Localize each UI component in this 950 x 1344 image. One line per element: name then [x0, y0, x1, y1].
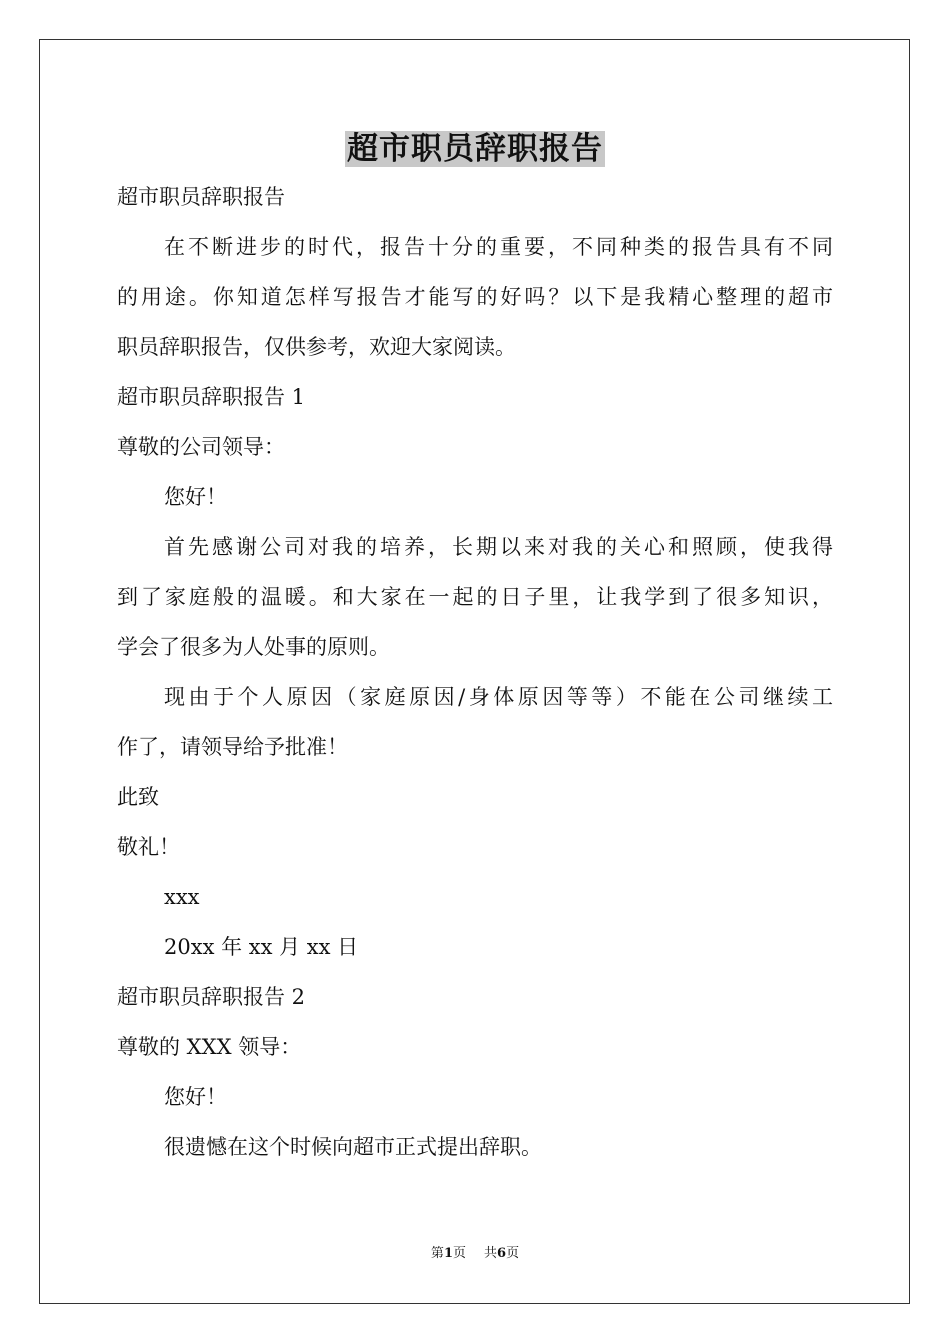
total-prefix: 共 [484, 1246, 498, 1261]
closing-1: 此致 [117, 785, 159, 809]
page-suffix: 页 [452, 1246, 466, 1261]
document-title [0, 127, 950, 171]
subtitle-line: 超市职员辞职报告 [117, 185, 285, 209]
letter-1-paragraph-1-line-2: 到了家庭般的温暖。和大家在一起的日子里，让我学到了很多知识， [117, 585, 833, 609]
page-current: 1 [443, 1246, 453, 1261]
page-total: 6 [497, 1246, 507, 1261]
document-body [117, 172, 833, 1172]
intro-paragraph-line-2: 的用途。你知道怎样写报告才能写的好吗？以下是我精心整理的超市 [117, 285, 833, 309]
letter-1-paragraph-1-line-3: 学会了很多为人处事的原则。 [117, 635, 390, 659]
letter-1-paragraph-2-line-2: 作了，请领导给予批准！ [117, 735, 348, 759]
section-heading-2: 超市职员辞职报告 2 [117, 985, 306, 1009]
document-title-text: 超市职员辞职报告 [347, 131, 603, 167]
greeting-1: 您好！ [164, 485, 227, 509]
letter-2-paragraph-1-line-1: 很遗憾在这个时候向超市正式提出辞职。 [164, 1135, 542, 1159]
intro-paragraph-line-3: 职员辞职报告，仅供参考，欢迎大家阅读。 [117, 335, 516, 359]
page-prefix: 第 [430, 1246, 444, 1261]
closing-2: 敬礼！ [117, 835, 180, 859]
total-suffix: 页 [506, 1246, 520, 1261]
section-heading-1: 超市职员辞职报告 1 [117, 385, 306, 409]
salutation-1: 尊敬的公司领导： [117, 435, 285, 459]
salutation-2: 尊敬的 XXX 领导： [117, 1035, 302, 1059]
page-footer [0, 1244, 950, 1264]
signature-date: 20xx 年 xx 月 xx 日 [164, 935, 359, 959]
greeting-2: 您好！ [164, 1085, 227, 1109]
signature-name: xxx [164, 885, 200, 909]
letter-1-paragraph-1-line-1: 首先感谢公司对我的培养，长期以来对我的关心和照顾，使我得 [164, 535, 833, 559]
letter-1-paragraph-2-line-1: 现由于个人原因（家庭原因/身体原因等等）不能在公司继续工 [164, 685, 833, 709]
intro-paragraph-line-1: 在不断进步的时代，报告十分的重要，不同种类的报告具有不同 [164, 235, 833, 259]
